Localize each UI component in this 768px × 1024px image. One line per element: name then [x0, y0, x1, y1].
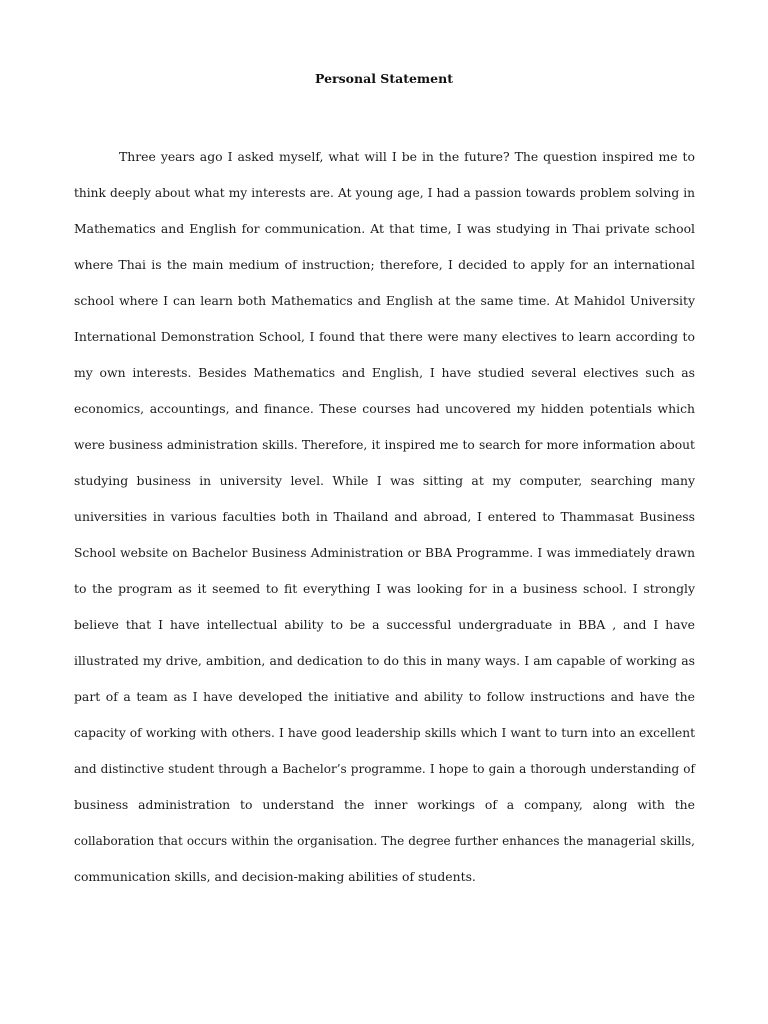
- statement-paragraph: [74, 139, 695, 895]
- paragraph-line: studying business in university level. While I was sitting at my computer, searching many: [74, 473, 695, 488]
- paragraph-line: collaboration that occurs within the organisation. The degree further enhances the managerial skills,: [74, 834, 695, 848]
- paragraph-line: my own interests. Besides Mathematics and English, I have studied several electives such as: [74, 365, 695, 380]
- paragraph-line: universities in various faculties both in Thailand and abroad, I entered to Thammasat Business: [74, 509, 695, 524]
- paragraph-line: think deeply about what my interests are. At young age, I had a passion towards problem solving in: [74, 186, 695, 200]
- paragraph-line: part of a team as I have developed the initiative and ability to follow instructions and have the: [74, 689, 695, 704]
- paragraph-line: Three years ago I asked myself, what will I be in the future? The question inspired me to: [119, 149, 695, 164]
- paragraph-line: believe that I have intellectual ability to be a successful undergraduate in BBA , and I have: [74, 617, 695, 632]
- document-title: Personal Statement: [315, 71, 453, 86]
- paragraph-line: capacity of working with others. I have good leadership skills which I want to turn into an excellent: [74, 726, 695, 740]
- paragraph-line: communication skills, and decision-making abilities of students.: [74, 869, 476, 884]
- paragraph-line: Mathematics and English for communication. At that time, I was studying in Thai private school: [74, 221, 695, 236]
- paragraph-line: School website on Bachelor Business Administration or BBA Programme. I was immediately drawn: [74, 546, 695, 560]
- paragraph-line: economics, accountings, and finance. These courses had uncovered my hidden potentials which: [74, 401, 695, 416]
- paragraph-line: business administration to understand the inner workings of a company, along with the: [74, 797, 695, 812]
- paragraph-line: International Demonstration School, I found that there were many electives to learn according to: [74, 329, 695, 344]
- paragraph-line: school where I can learn both Mathematics and English at the same time. At Mahidol University: [74, 293, 695, 308]
- paragraph-line: and distinctive student through a Bachelor’s programme. I hope to gain a thorough understanding of: [74, 762, 695, 776]
- paragraph-line: illustrated my drive, ambition, and dedication to do this in many ways. I am capable of working as: [74, 653, 695, 668]
- paragraph-line: to the program as it seemed to fit everything I was looking for in a business school. I strongly: [74, 581, 695, 596]
- paragraph-line: where Thai is the main medium of instruction; therefore, I decided to apply for an international: [74, 257, 695, 272]
- paragraph-line: were business administration skills. Therefore, it inspired me to search for more information about: [74, 438, 695, 452]
